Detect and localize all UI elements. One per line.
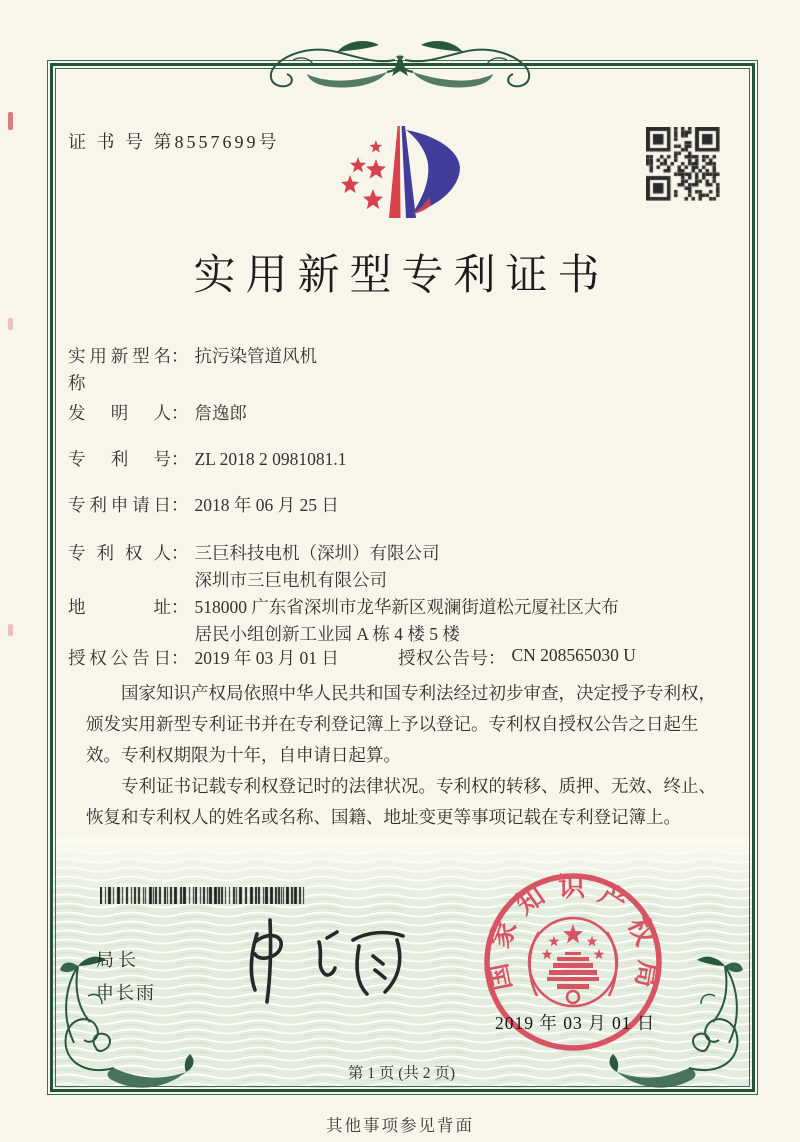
field-value: 詹逸郎 bbox=[194, 403, 247, 423]
seal-date: 2019 年 03 月 01 日 bbox=[495, 1013, 656, 1033]
certificate-title: 实用新型专利证书 bbox=[193, 253, 610, 299]
field-value: 2018 年 06 月 25 日 bbox=[194, 495, 339, 515]
field-label: 发明人 bbox=[68, 403, 171, 423]
field-label: 地址 bbox=[68, 597, 171, 617]
field-row-filing-date: 专利申请日 ： 2018 年 06 月 25 日 bbox=[68, 492, 339, 519]
field-row-patent-number: 专利号 ： ZL 2018 2 0981081.1 bbox=[68, 446, 346, 473]
field-row-inventor: 发明人 ： 詹逸郎 bbox=[68, 400, 247, 427]
field-value: CN 208565030 U bbox=[511, 645, 636, 665]
field-value: 2019 年 03 月 01 日 bbox=[194, 648, 339, 668]
seal-ring-text: 国家知识产权局 bbox=[482, 871, 664, 994]
page-number: 第 1 页 (共 2 页) bbox=[347, 1065, 456, 1082]
field-row-name: 实用新型名称 ： 抗污染管道风机 bbox=[68, 343, 317, 397]
scan-artifact-mark bbox=[8, 318, 13, 330]
qr-code bbox=[646, 127, 720, 201]
body-paragraph-1: 国家知识产权局依照中华人民共和国专利法经过初步审查，决定授予专利权，颁发实用新型专利证书并在专利登记簿上予以登记。专利权自授权公告之日起生效。专利权期限为十年，自申请日起算。 bbox=[86, 683, 716, 765]
field-row-grant-number: 授权公告号 ： CN 208565030 U bbox=[398, 645, 636, 668]
director-post-label: 局长 bbox=[96, 950, 140, 970]
legal-text-block bbox=[86, 678, 722, 833]
scan-artifact-mark bbox=[8, 112, 13, 130]
director-name: 申长雨 bbox=[96, 983, 156, 1003]
field-label: 专利号 bbox=[68, 449, 171, 469]
patent-office-logo-icon bbox=[330, 105, 470, 230]
director-signature bbox=[215, 912, 425, 1014]
field-label: 实用新型名称 bbox=[68, 346, 171, 393]
field-value: ZL 2018 2 0981081.1 bbox=[194, 449, 347, 469]
field-label: 授权公告日 bbox=[68, 648, 171, 668]
barcode bbox=[100, 887, 306, 904]
field-label: 专利申请日 bbox=[68, 495, 171, 515]
field-label: 专利权人 bbox=[68, 543, 171, 563]
field-value: 518000 广东省深圳市龙华新区观澜街道松元厦社区大布 居民小组创新工业园 A 栋 4 楼 5 楼 bbox=[194, 597, 619, 644]
back-side-note: 其他事项参见背面 bbox=[326, 1116, 474, 1135]
field-value: 抗污染管道风机 bbox=[194, 346, 317, 366]
certificate-number: 证 书 号 第8557699号 bbox=[68, 132, 280, 152]
field-row-patentee: 专利权人 ： 三巨科技电机（深圳）有限公司 深圳市三巨电机有限公司 bbox=[68, 540, 440, 594]
field-row-address: 地址 ： 518000 广东省深圳市龙华新区观澜街道松元厦社区大布 居民小组创新工业园 A 栋 4 楼 5 楼 bbox=[68, 594, 619, 648]
field-row-grant-date: 授权公告日 ： 2019 年 03 月 01 日 bbox=[68, 645, 339, 672]
scan-artifact-mark bbox=[8, 624, 13, 636]
body-paragraph-2: 专利证书记载专利权登记时的法律状况。专利权的转移、质押、无效、终止、恢复和专利权人的姓名或名称、国籍、地址变更等事项记载在专利登记簿上。 bbox=[86, 776, 716, 827]
top-flourish-ornament bbox=[265, 36, 535, 94]
field-label: 授权公告号 bbox=[398, 648, 488, 668]
national-emblem-icon bbox=[529, 918, 617, 1006]
field-value: 三巨科技电机（深圳）有限公司 深圳市三巨电机有限公司 bbox=[194, 543, 440, 590]
